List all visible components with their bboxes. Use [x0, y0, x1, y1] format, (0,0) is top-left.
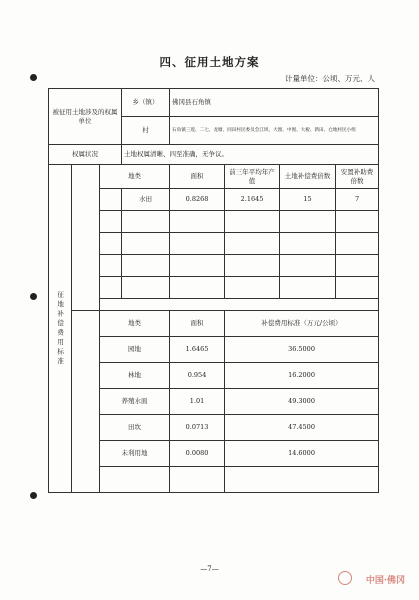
t1-cell — [280, 211, 336, 233]
land-plan-table — [48, 88, 379, 493]
spacer-cell — [72, 311, 100, 493]
t2-cell: 47.4500 — [225, 415, 379, 441]
t2-cell: 未利用地 — [100, 441, 170, 467]
t1-header: 地类 — [100, 165, 170, 189]
t1-cell — [225, 233, 280, 255]
t2-cell: 林地 — [100, 363, 170, 389]
t1-cell: 水田 — [122, 189, 170, 211]
t1-cell: 7 — [336, 189, 379, 211]
town-label: 乡（镇） — [122, 89, 170, 117]
t1-cell — [122, 277, 170, 299]
t1-cell — [336, 211, 379, 233]
t1-cell — [122, 255, 170, 277]
t2-cell: 园地 — [100, 337, 170, 363]
row-spacer — [100, 233, 122, 255]
page-number: —7— — [200, 565, 219, 573]
t1-cell — [336, 233, 379, 255]
t1-cell — [122, 211, 170, 233]
t1-cell — [225, 277, 280, 299]
t1-cell — [170, 255, 225, 277]
t2-cell: 1.6465 — [170, 337, 225, 363]
t2-cell: 14.6000 — [225, 441, 379, 467]
t2-cell — [225, 467, 379, 493]
village-label: 村 — [122, 117, 170, 145]
town-value: 佛冈县石角镇 — [170, 89, 379, 117]
t1-cell — [280, 233, 336, 255]
binding-hole — [30, 74, 37, 81]
spacer-cell — [72, 165, 100, 311]
gap-row — [100, 299, 379, 311]
page-title: 四、征用土地方案 — [159, 55, 260, 69]
t1-header: 土地补偿费倍数 — [280, 165, 336, 189]
t1-cell — [336, 255, 379, 277]
t2-cell: 49.3000 — [225, 389, 379, 415]
t1-header: 面积 — [170, 165, 225, 189]
t1-cell — [170, 233, 225, 255]
watermark-logo-icon — [338, 571, 352, 585]
t2-cell: 0.0713 — [170, 415, 225, 441]
t1-cell — [170, 211, 225, 233]
t2-header: 面积 — [170, 311, 225, 337]
binding-hole — [30, 293, 37, 300]
t1-cell — [170, 277, 225, 299]
row-spacer — [100, 211, 122, 233]
t1-cell — [280, 255, 336, 277]
unit-label: 计量单位：公顷、万元、人 — [285, 74, 375, 83]
t1-cell: 0.8268 — [170, 189, 225, 211]
t1-cell — [122, 233, 170, 255]
t2-header: 地类 — [100, 311, 170, 337]
row-spacer — [100, 255, 122, 277]
t2-cell: 0.954 — [170, 363, 225, 389]
t2-cell: 36.5000 — [225, 337, 379, 363]
ownership-status-label: 权属状况 — [49, 145, 122, 165]
t1-cell — [225, 211, 280, 233]
watermark: 中国·佛冈 — [365, 576, 405, 586]
t1-cell — [336, 277, 379, 299]
t1-header: 安置补助费倍数 — [336, 165, 379, 189]
t1-cell — [225, 255, 280, 277]
t1-cell: 2.1645 — [225, 189, 280, 211]
t1-cell — [280, 277, 336, 299]
t2-cell: 田坎 — [100, 415, 170, 441]
binding-hole — [30, 492, 37, 499]
village-value: 石角镇三莲、二七、龙塘、同田村民委员会江坝、大围、中围、大板、新田、仓地村民小组 — [170, 117, 379, 145]
t2-cell — [170, 467, 225, 493]
row-spacer — [100, 277, 122, 299]
t1-cell: 15 — [280, 189, 336, 211]
section-label: 征地补偿费用标准 — [49, 165, 72, 493]
t2-cell: 0.0080 — [170, 441, 225, 467]
t2-header: 补偿费用标准（万元/公顷） — [225, 311, 379, 337]
t2-cell: 1.01 — [170, 389, 225, 415]
t2-cell — [100, 467, 170, 493]
ownership-status-value: 土地权属清晰、四至准确，无争议。 — [122, 145, 379, 165]
t2-cell: 养殖水面 — [100, 389, 170, 415]
t1-header: 前三年平均年产值 — [225, 165, 280, 189]
t2-cell: 16.2000 — [225, 363, 379, 389]
row-spacer — [100, 189, 122, 211]
owner-label: 被征用土地涉及的权属单位 — [49, 89, 122, 145]
